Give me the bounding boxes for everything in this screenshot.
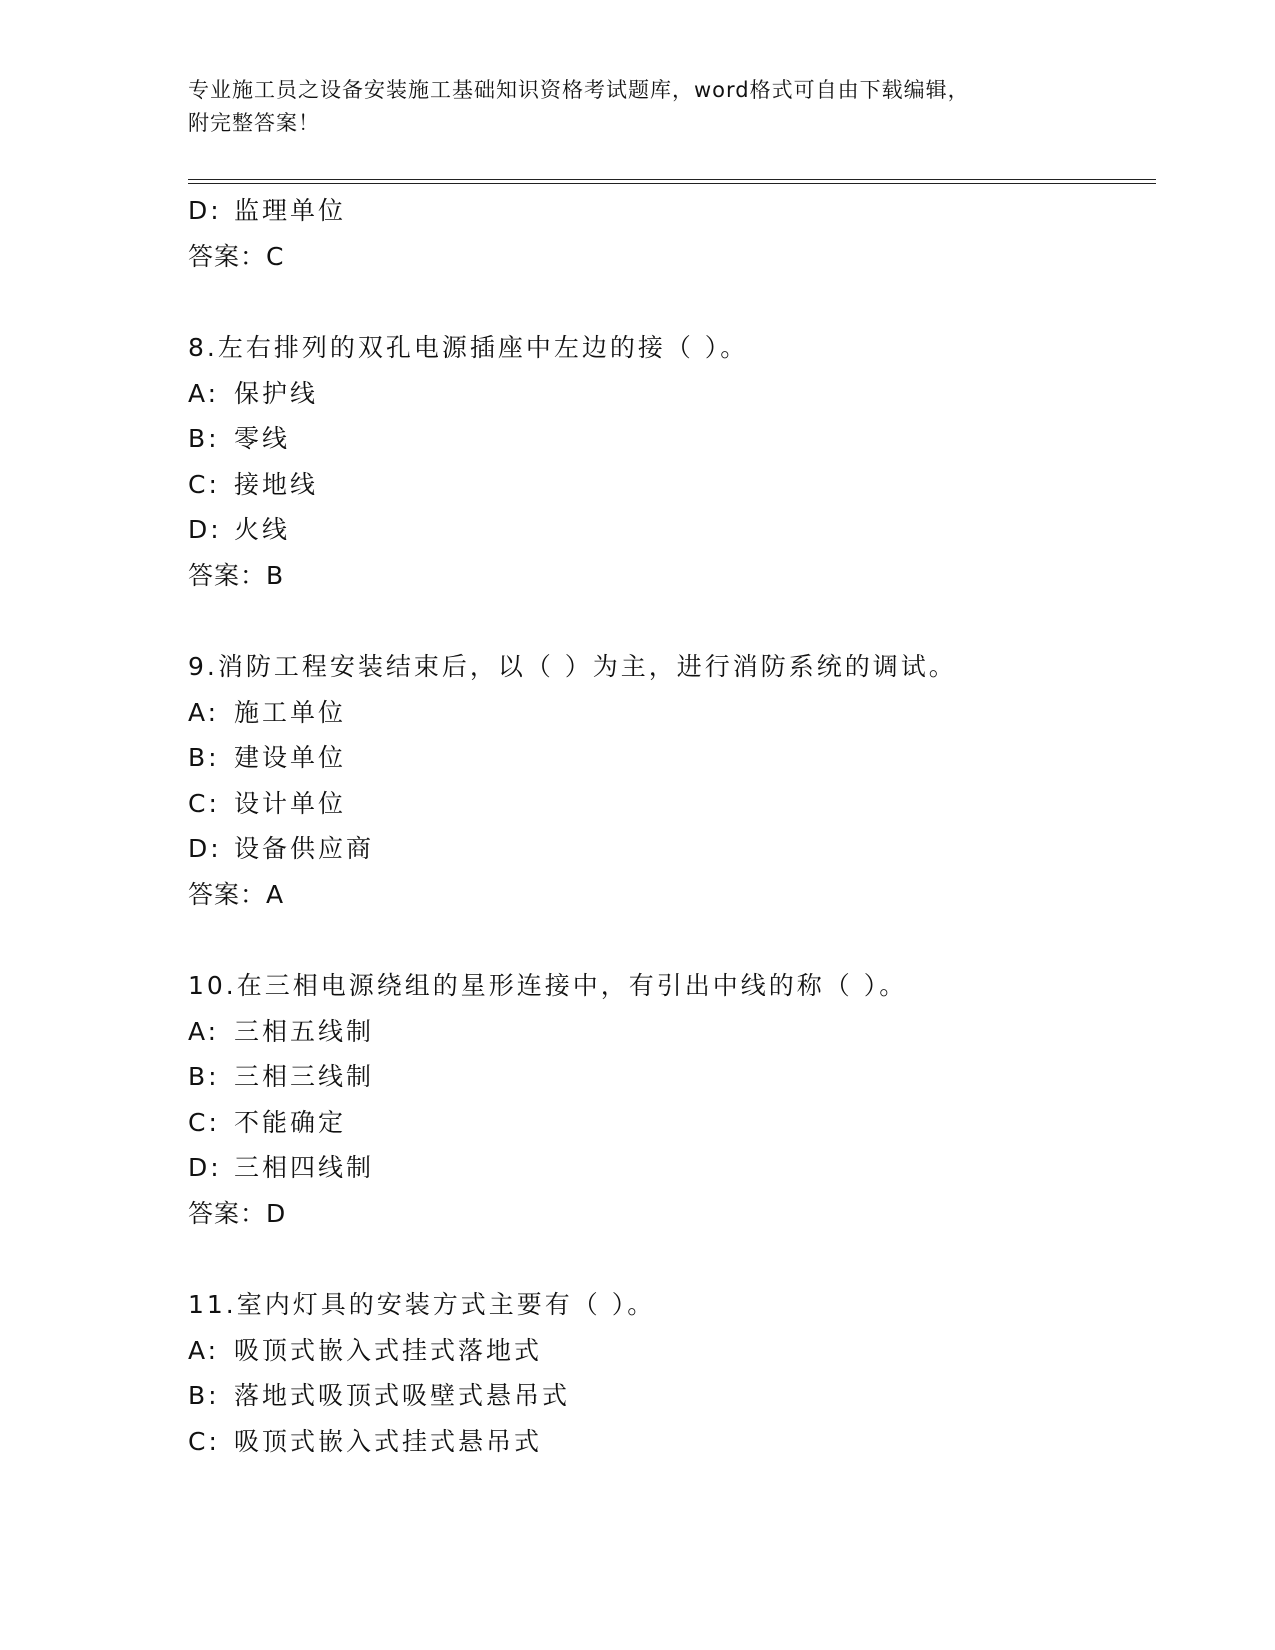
option-key: D: bbox=[188, 515, 222, 544]
option-key: B: bbox=[188, 743, 220, 772]
option-key: C: bbox=[188, 1426, 220, 1456]
document-header bbox=[188, 74, 1088, 140]
spacer bbox=[188, 1236, 1156, 1282]
question-list bbox=[188, 188, 1156, 1464]
option-text: 不能确定 bbox=[234, 1107, 347, 1137]
option-text: 吸顶式嵌入式挂式落地式 bbox=[234, 1335, 543, 1365]
header-title-line2: 附完整答案！ bbox=[188, 111, 320, 135]
option-key: A: bbox=[188, 1335, 220, 1365]
option-text: 保护线 bbox=[234, 378, 319, 408]
option-text: 落地式吸顶式吸壁式悬吊式 bbox=[234, 1381, 571, 1410]
option-text: 火线 bbox=[234, 515, 291, 544]
answer-line: 答案：D bbox=[188, 1198, 287, 1228]
option-key: D: bbox=[188, 1153, 222, 1182]
question-stem: 9.消防工程安装结束后，以（ ）为主，进行消防系统的调试。 bbox=[188, 652, 957, 681]
header-divider-bottom bbox=[188, 183, 1156, 184]
option-b bbox=[188, 1054, 1156, 1100]
option-key: A: bbox=[188, 697, 220, 727]
spacer bbox=[188, 917, 1156, 963]
option-text: 监理单位 bbox=[234, 196, 347, 225]
option-c bbox=[188, 1419, 1156, 1465]
option-text: 建设单位 bbox=[234, 743, 347, 772]
question-stem: 11.室内灯具的安装方式主要有（ ）。 bbox=[188, 1290, 656, 1319]
question-stem: 8.左右排列的双孔电源插座中左边的接（ ）。 bbox=[188, 333, 749, 362]
option-d bbox=[188, 826, 1156, 872]
option-text: 三相四线制 bbox=[234, 1153, 375, 1182]
option-key: C: bbox=[188, 469, 220, 499]
option-key: B: bbox=[188, 1062, 220, 1091]
option-key: B: bbox=[188, 1381, 220, 1410]
answer-line: 答案：B bbox=[188, 560, 285, 590]
option-text: 施工单位 bbox=[234, 697, 347, 727]
option-key: D: bbox=[188, 196, 222, 225]
option-c bbox=[188, 781, 1156, 827]
option-text: 三相五线制 bbox=[234, 1016, 375, 1046]
option-key: B: bbox=[188, 424, 220, 453]
option-key: A: bbox=[188, 1016, 220, 1046]
option-key: C: bbox=[188, 788, 220, 818]
answer-line: 答案：A bbox=[188, 879, 285, 909]
answer-line: 答案：C bbox=[188, 241, 285, 271]
option-b bbox=[188, 735, 1156, 781]
option-text: 零线 bbox=[234, 424, 291, 453]
option-key: A: bbox=[188, 378, 220, 408]
option-b bbox=[188, 416, 1156, 462]
spacer bbox=[188, 279, 1156, 325]
option-text: 接地线 bbox=[234, 469, 319, 499]
header-title-line1: 专业施工员之设备安装施工基础知识资格考试题库，word格式可自由下载编辑， bbox=[188, 78, 970, 102]
option-b bbox=[188, 1373, 1156, 1419]
question-stem: 10.在三相电源绕组的星形连接中，有引出中线的称（ ）。 bbox=[188, 971, 908, 1000]
option-d bbox=[188, 507, 1156, 553]
option-key: C: bbox=[188, 1107, 220, 1137]
option-a bbox=[188, 1009, 1156, 1055]
option-c bbox=[188, 462, 1156, 508]
option-key: D: bbox=[188, 834, 222, 863]
spacer bbox=[188, 598, 1156, 644]
option-c bbox=[188, 1100, 1156, 1146]
option-text: 吸顶式嵌入式挂式悬吊式 bbox=[234, 1426, 543, 1456]
option-text: 三相三线制 bbox=[234, 1062, 375, 1091]
option-a bbox=[188, 1328, 1156, 1374]
option-d bbox=[188, 188, 1156, 234]
option-a bbox=[188, 371, 1156, 417]
header-divider-top bbox=[188, 179, 1156, 180]
option-d bbox=[188, 1145, 1156, 1191]
option-text: 设计单位 bbox=[234, 788, 347, 818]
option-text: 设备供应商 bbox=[234, 834, 375, 863]
option-a bbox=[188, 690, 1156, 736]
